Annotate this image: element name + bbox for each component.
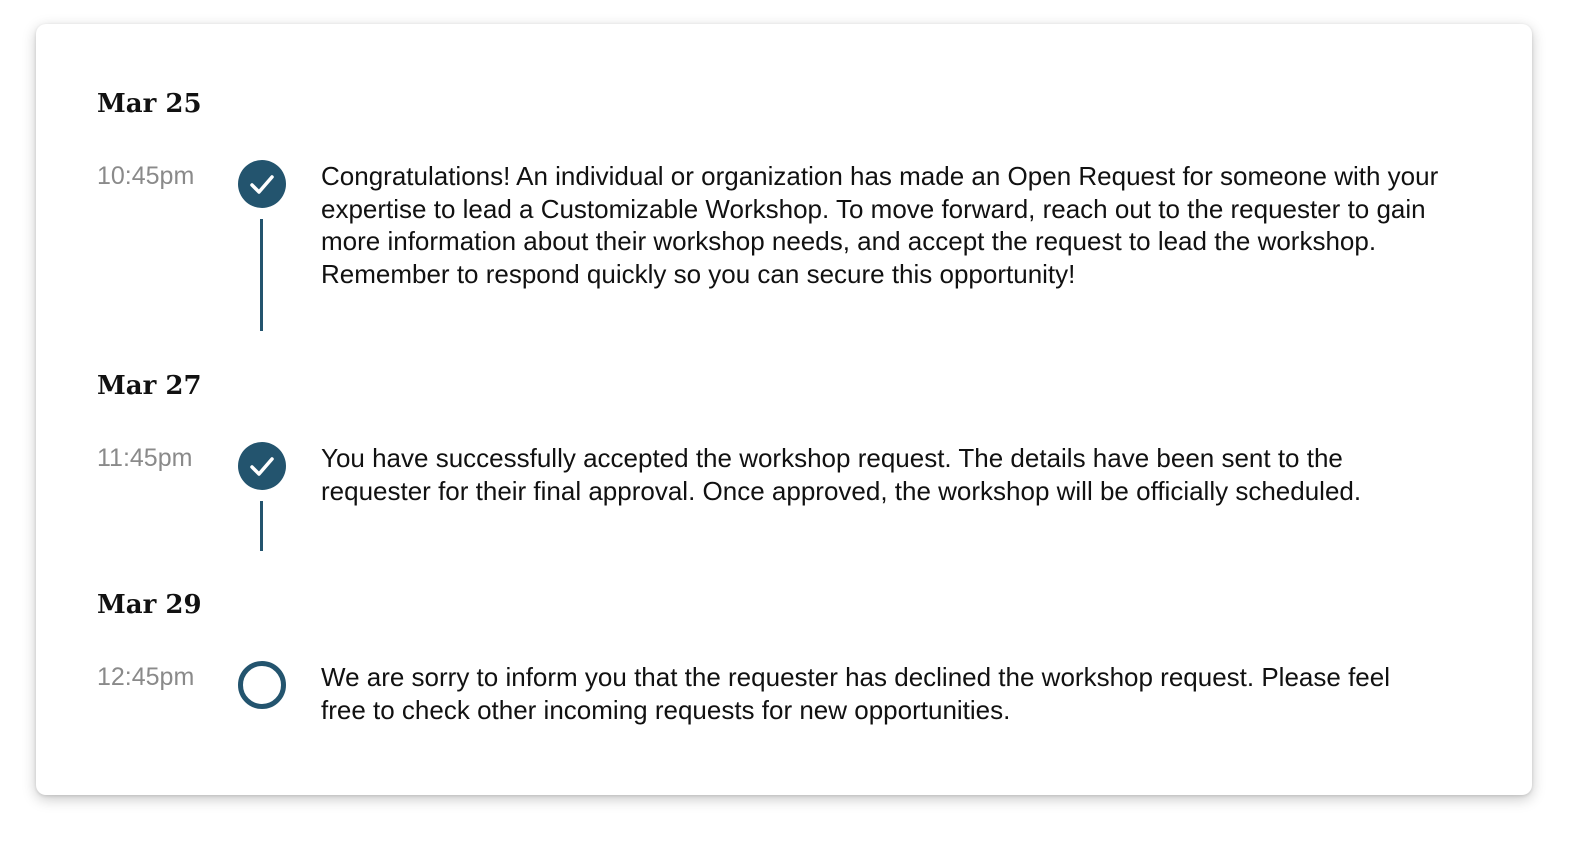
date-heading: Mar 29	[97, 590, 202, 620]
check-circle-icon	[238, 442, 286, 490]
timeline-connector	[260, 219, 263, 331]
date-heading: Mar 27	[97, 371, 202, 401]
event-time: 12:45pm	[97, 663, 195, 691]
timeline-connector	[260, 501, 263, 551]
event-time: 10:45pm	[97, 162, 195, 190]
check-circle-icon	[238, 160, 286, 208]
empty-circle-icon	[238, 661, 286, 709]
date-heading: Mar 25	[97, 89, 202, 119]
event-message: Congratulations! An individual or organization has made an Open Request for someone with your expertise to lead a Customizable Workshop. To move forward, reach out to the requester to gain more information about their workshop needs, and accept the request to lead the workshop. Remember to respond quickly so you can secure this opportunity!	[321, 161, 1439, 289]
event-message: We are sorry to inform you that the requester has declined the workshop request. Please feel free to check other incoming requests for new opportunities.	[321, 662, 1390, 725]
event-message: You have successfully accepted the workshop request. The details have been sent to the requester for their final approval. Once approved, the workshop will be officially scheduled.	[321, 443, 1362, 506]
timeline-card	[36, 24, 1532, 795]
event-time: 11:45pm	[97, 444, 193, 472]
